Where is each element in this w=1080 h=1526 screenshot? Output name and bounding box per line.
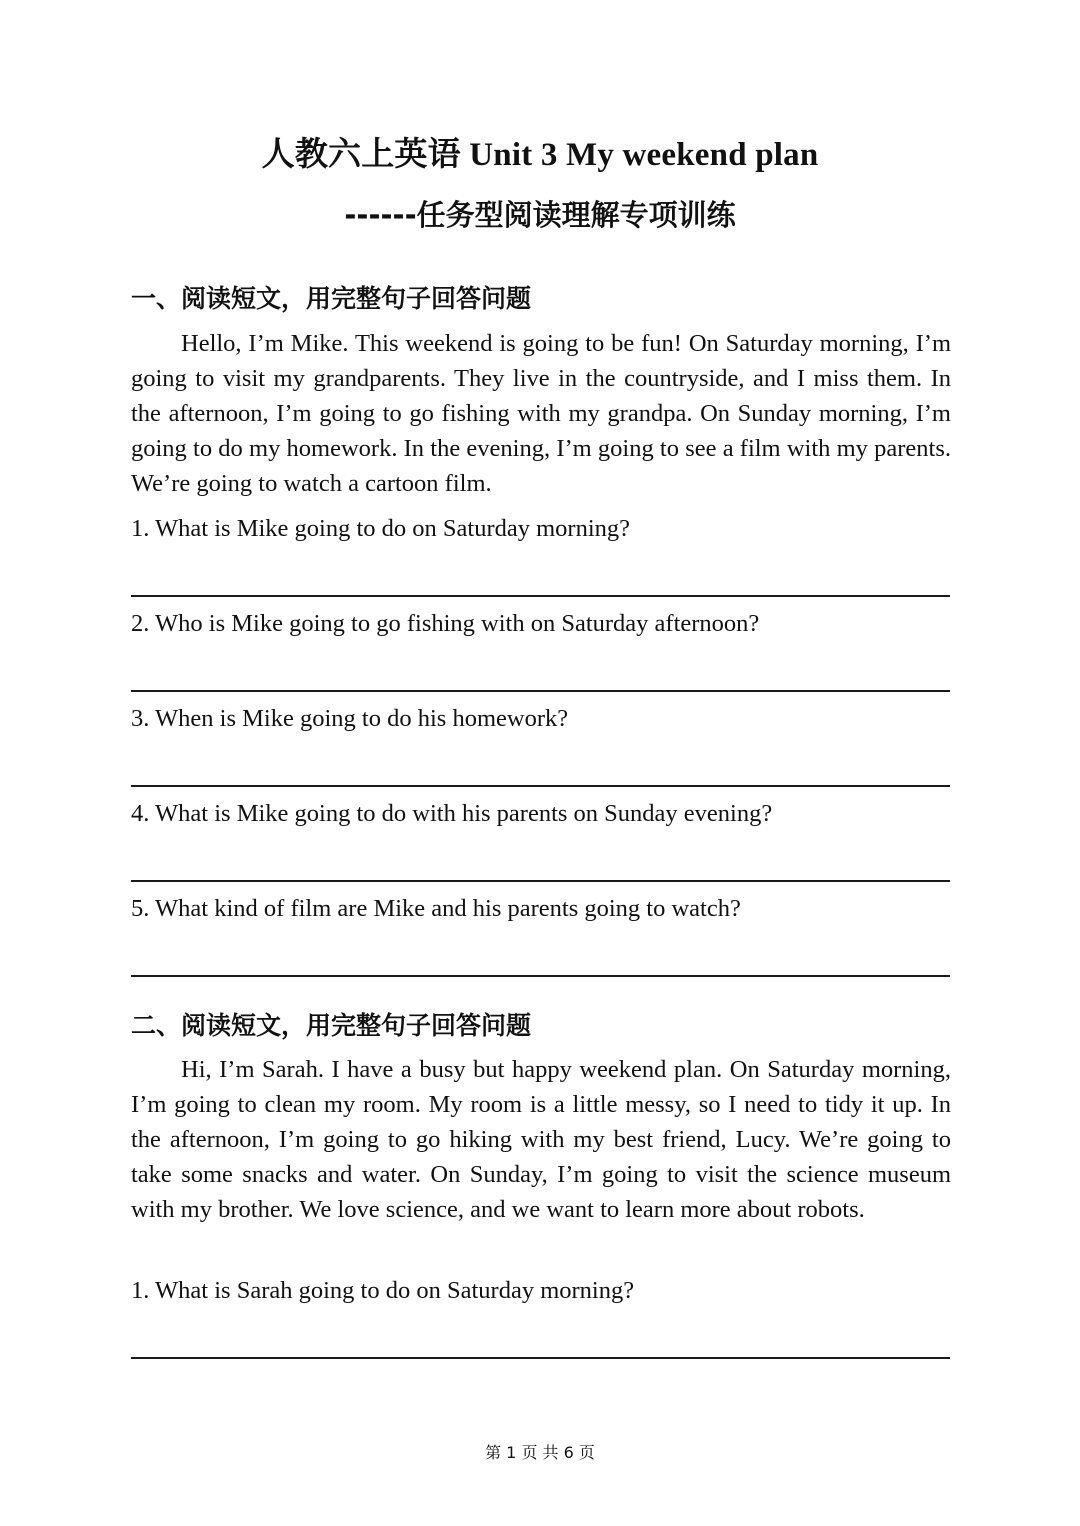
section-2-answer-line-1[interactable] (131, 1357, 950, 1359)
section-1-heading: 一、阅读短文，用完整句子回答问题 (131, 284, 532, 313)
section-2-heading: 二、阅读短文，用完整句子回答问题 (131, 1011, 532, 1040)
section-1-question-1: 1. What is Mike going to do on Saturday morning? (131, 515, 631, 542)
section-1-question-2: 2. Who is Mike going to go fishing with on Saturday afternoon? (131, 610, 760, 637)
section-1-question-5: 5. What kind of film are Mike and his parents going to watch? (131, 895, 741, 922)
section-1-answer-line-5[interactable] (131, 975, 950, 977)
document-subtitle: ------任务型阅读理解专项训练 (344, 198, 736, 232)
section-1-question-4: 4. What is Mike going to do with his parents on Sunday evening? (131, 800, 773, 827)
section-1-question-3: 3. When is Mike going to do his homework? (131, 705, 569, 732)
section-1-passage: Hello, I’m Mike. This weekend is going to be fun! On Saturday morning, I’m going to visit my grandparents. They live in the countryside, and I miss them. In the afternoon, I’m going to go fishing with my grandpa. On Sunday morning, I’m going to do my homework. In the evening, I’m going to see a film with my parents. We’re going to watch a cartoon film. (131, 330, 951, 497)
document-title: 人教六上英语 Unit 3 My weekend plan (261, 137, 819, 173)
section-1-answer-line-1[interactable] (131, 595, 950, 597)
section-1-answer-line-3[interactable] (131, 785, 950, 787)
section-1-answer-line-2[interactable] (131, 690, 950, 692)
section-1-answer-line-4[interactable] (131, 880, 950, 882)
section-2-question-1: 1. What is Sarah going to do on Saturday morning? (131, 1277, 635, 1304)
page-number: 第 1 页 共 6 页 (485, 1443, 595, 1462)
section-2-passage: Hi, I’m Sarah. I have a busy but happy weekend plan. On Saturday morning, I’m going to clean my room. My room is a little messy, so I need to tidy it up. In the afternoon, I’m going to go hiking with my best friend, Lucy. We’re going to take some snacks and water. On Sunday, I’m going to visit the science museum with my brother. We love science, and we want to learn more about robots. (131, 1056, 951, 1223)
